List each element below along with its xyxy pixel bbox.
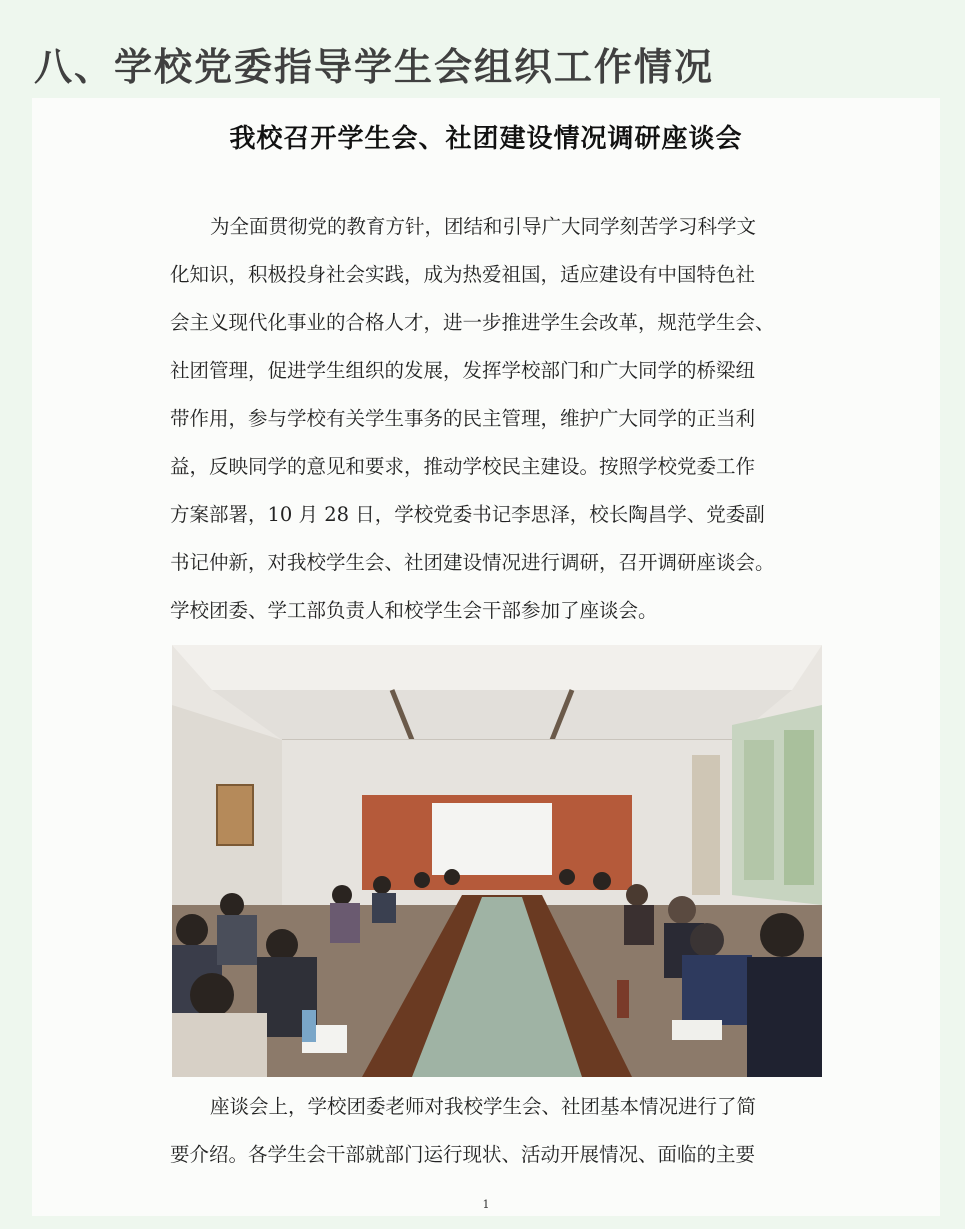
paragraph-line: 座谈会上，学校团委老师对我校学生会、社团基本情况进行了简 [210, 1095, 757, 1118]
document-title: 我校召开学生会、社团建设情况调研座谈会 [229, 124, 743, 154]
paragraph-line: 社团管理，促进学生组织的发展，发挥学校部门和广大同学的桥梁纽 [170, 359, 756, 382]
paragraph-line: 带作用，参与学校有关学生事务的民主管理，维护广大同学的正当利 [170, 407, 756, 430]
paragraph-line: 化知识，积极投身社会实践，成为热爱祖国，适应建设有中国特色社 [170, 263, 756, 286]
meeting-photo [172, 645, 822, 1077]
paragraph-line: 益，反映同学的意见和要求，推动学校民主建设。按照学校党委工作 [170, 455, 756, 478]
section-heading: 八、学校党委指导学生会组织工作情况 [34, 45, 715, 89]
paragraph-line: 会主义现代化事业的合格人才，进一步推进学生会改革，规范学生会、 [170, 311, 775, 334]
paragraph-line: 要介绍。各学生会干部就部门运行现状、活动开展情况、面临的主要 [170, 1143, 756, 1166]
paragraph-line: 为全面贯彻党的教育方针，团结和引导广大同学刻苦学习科学文 [210, 215, 757, 238]
paragraph-line: 学校团委、学工部负责人和校学生会干部参加了座谈会。 [170, 599, 658, 622]
paragraph-1 [170, 203, 825, 635]
document-page [32, 98, 940, 1216]
paragraph-2 [170, 1083, 825, 1179]
page-number: 1 [482, 1198, 490, 1211]
paragraph-line: 方案部署，10 月 28 日，学校党委书记李思泽，校长陶昌学、党委副 [170, 503, 765, 526]
paragraph-line: 书记仲新，对我校学生会、社团建设情况进行调研，召开调研座谈会。 [170, 551, 775, 574]
